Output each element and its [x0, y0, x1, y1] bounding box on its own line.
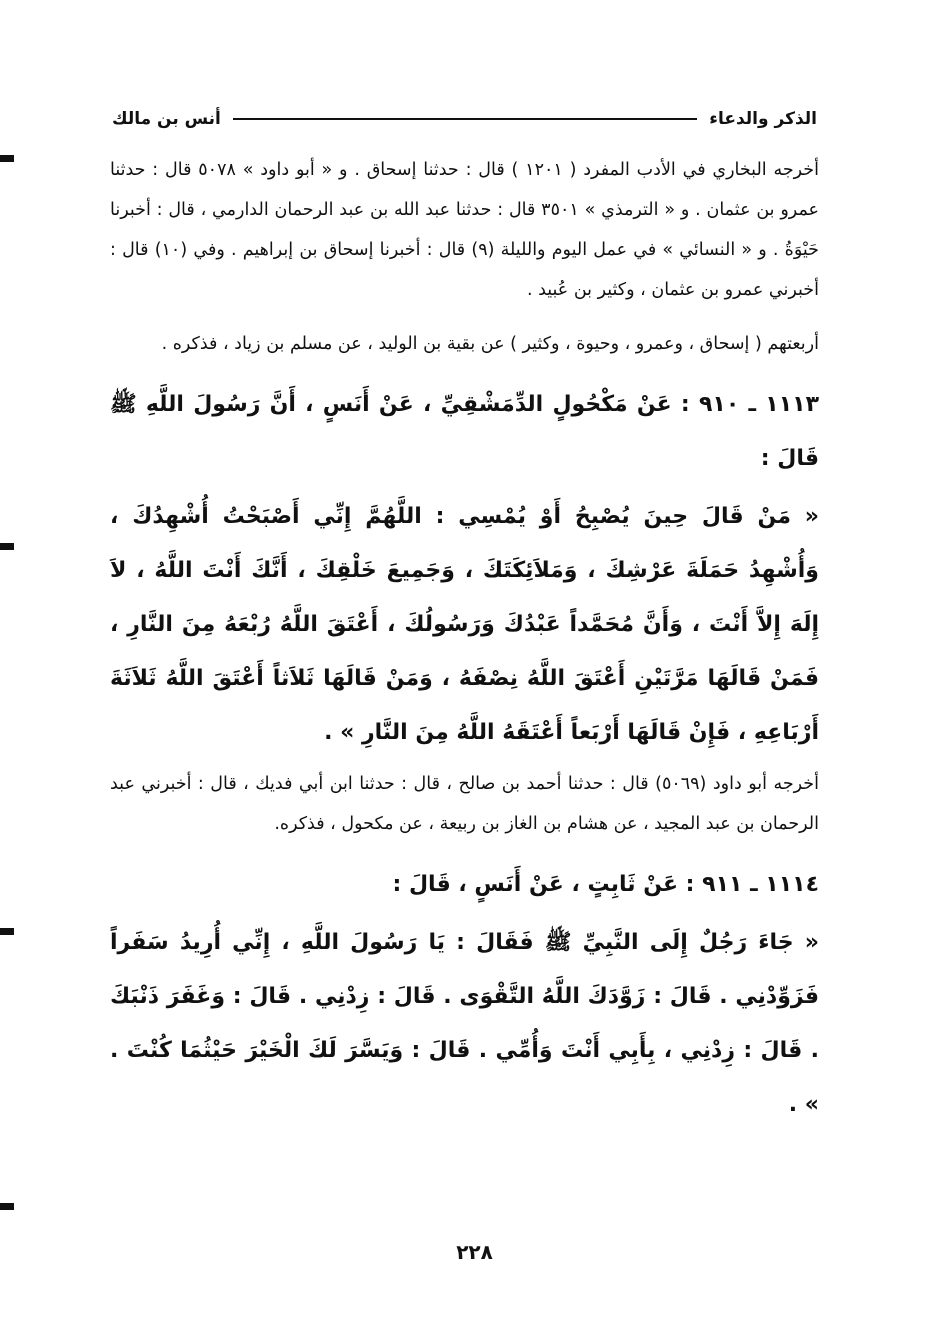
takhrij-paragraph-2: أربعتهم ( إسحاق ، وعمرو ، وحيوة ، وكثير ) عن بقية بن الوليد ، عن مسلم بن زياد ، فذكره . [161, 334, 819, 354]
chapter-title: الذكر والدعاء [709, 109, 817, 129]
header-rule [233, 118, 697, 120]
margin-mark [0, 1203, 14, 1210]
margin-mark [0, 155, 14, 162]
page-content [110, 150, 819, 1136]
section-title: أنس بن مالك [112, 109, 221, 129]
takhrij-paragraph-1: أخرجه البخاري في الأدب المفرد ( ١٢٠١ ) قال : حدثنا إسحاق . و « أبو داود » ٥٠٧٨ قال : حدثنا عمرو بن عثمان . و « الترمذي » ٣٥٠١ قال : حدثنا عبد الله بن عبد الرحمان الدارمي ، قال : أخبرنا حَيْوَةُ . و « النسائي » في عمل اليوم والليلة (٩) قال : أخبرنا إسحاق بن إبراهيم . وفي (١٠) قال : أخبرني عمرو بن عثمان ، وكثير بن عُبيد . [110, 160, 819, 300]
hadith-1114-text: « جَاءَ رَجُلٌ إِلَى النَّبِيِّ ﷺ فَقَالَ : يَا رَسُولَ اللَّهِ ، إِنِّي أُرِيدُ سَفَراً فَزَوِّدْنِي . قَالَ : زَوَّدَكَ اللَّهُ التَّقْوَى . قَالَ : زِدْنِي . قَالَ : وَغَفَرَ ذَنْبَكَ . قَالَ : زِدْنِي ، بِأَبِي أَنْتَ وَأُمِّي . قَالَ : وَيَسَّرَ لَكَ الْخَيْرَ حَيْثُمَا كُنْتَ . » . [110, 930, 819, 1117]
page-number: ٢٢٨ [456, 1240, 493, 1264]
margin-mark [0, 543, 14, 550]
hadith-1113-source: أخرجه أبو داود (٥٠٦٩) قال : حدثنا أحمد بن صالح ، قال : حدثنا ابن أبي فديك ، قال : أخبرني عبد الرحمان بن عبد المجيد ، عن هشام بن الغاز بن ربيعة ، عن مكحول ، فذكره. [110, 774, 819, 834]
running-header [112, 104, 817, 134]
hadith-1113-heading: ١١١٣ ـ ٩١٠ : عَنْ مَكْحُولٍ الدِّمَشْقِيِّ ، عَنْ أَنَسٍ ، أَنَّ رَسُولَ اللَّهِ ﷺ قَالَ : [110, 392, 819, 471]
hadith-1113-text: « مَنْ قَالَ حِينَ يُصْبِحُ أَوْ يُمْسِي : اللَّهُمَّ إِنِّي أَصْبَحْتُ أُشْهِدُكَ ، وَأُشْهِدُ حَمَلَةَ عَرْشِكَ ، وَمَلاَئِكَتَكَ ، وَجَمِيعَ خَلْقِكَ ، أَنَّكَ أَنْتَ اللَّهُ ، لاَ إِلَهَ إِلاَّ أَنْتَ ، وَأَنَّ مُحَمَّداً عَبْدُكَ وَرَسُولُكَ ، أَعْتَقَ اللَّهُ رُبْعَهُ مِنَ النَّارِ ، فَمَنْ قَالَهَا مَرَّتَيْنِ أَعْتَقَ اللَّهُ نِصْفَهُ ، وَمَنْ قَالَهَا ثَلاَثاً أَعْتَقَ اللَّهُ ثَلاَثَةَ أَرْبَاعِهِ ، فَإِنْ قَالَهَا أَرْبَعاً أَعْتَقَهُ اللَّهُ مِنَ النَّارِ » . [110, 504, 819, 745]
hadith-1114-heading: ١١١٤ ـ ٩١١ : عَنْ ثَابِتٍ ، عَنْ أَنَسٍ ، قَالَ : [392, 872, 819, 897]
margin-mark [0, 928, 14, 935]
